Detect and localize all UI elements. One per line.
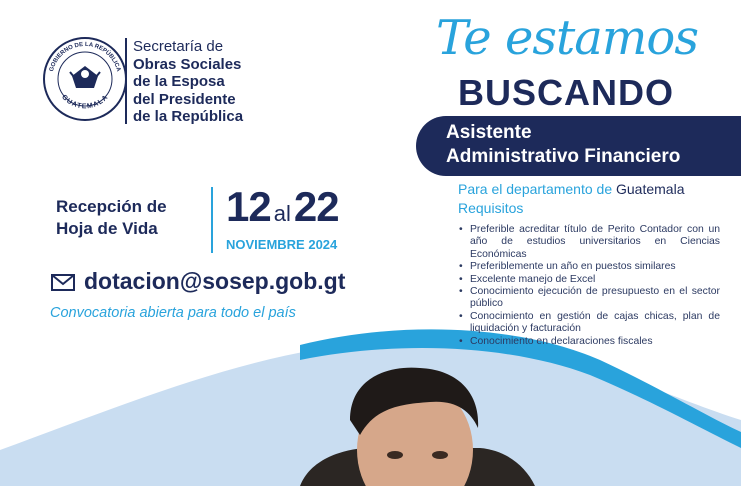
- date-connector: al: [273, 201, 291, 226]
- requirement-item: • Preferiblemente un año en puestos similares: [458, 261, 720, 273]
- department-line: [458, 181, 684, 197]
- date-range: [226, 183, 339, 231]
- job-title-line1: Asistente: [446, 122, 532, 143]
- headline-script: Te estamos: [436, 10, 698, 66]
- headline-bold: BUSCANDO: [458, 72, 675, 113]
- reception-label: [56, 196, 167, 240]
- logo-divider: [125, 38, 127, 124]
- reception-label-line1: Recepción de: [56, 197, 167, 216]
- org-name-line5: de la República: [133, 108, 244, 125]
- requirements-list: [458, 224, 720, 348]
- date-divider: [211, 187, 213, 253]
- org-name-line1: Secretaría de: [133, 38, 224, 55]
- convocatoria-note: Convocatoria abierta para todo el país: [50, 305, 296, 321]
- reception-label-line2: Hoja de Vida: [56, 219, 158, 238]
- seal-emblem-icon: [70, 66, 100, 88]
- org-name-line2: Obras Sociales: [133, 55, 242, 73]
- person-eye-right: [432, 451, 448, 459]
- date-end: 22: [293, 183, 339, 230]
- guatemala-seal-logo: [42, 36, 128, 122]
- requirement-item: • Conocimiento ejecución de presupuesto en el sector público: [458, 286, 720, 311]
- org-name-line4: del Presidente: [133, 90, 236, 108]
- date-month-year: NOVIEMBRE 2024: [226, 237, 338, 252]
- seal-bottom-text: GUATEMALA: [60, 93, 110, 111]
- department-name: Guatemala: [616, 181, 685, 197]
- person-eye-left: [387, 451, 403, 459]
- mail-icon: [51, 274, 75, 291]
- requirements-heading: Requisitos: [458, 200, 524, 216]
- department-prefix: Para el departamento de: [458, 181, 616, 197]
- requirement-item: • Conocimiento en gestión de cajas chicas, plan de liquidación y facturación: [458, 311, 720, 336]
- organization-name: [133, 38, 243, 126]
- org-name-line3: de la Esposa: [133, 73, 225, 90]
- email-address[interactable]: dotacion@sosep.gob.gt: [84, 268, 346, 294]
- date-start: 12: [226, 183, 271, 230]
- requirement-item: • Conocimiento en declaraciones fiscales: [458, 336, 720, 348]
- requirement-item: • Excelente manejo de Excel: [458, 274, 720, 286]
- job-title: [446, 121, 680, 169]
- svg-text:GUATEMALA: [60, 94, 110, 111]
- job-title-line2: Administrativo Financiero: [446, 146, 681, 167]
- requirement-item: • Preferible acreditar título de Perito Contador con un año de estudios universitarios en Ciencias Económicas: [458, 224, 720, 261]
- seal-top-text: GOBIERNO DE LA REPÚBLICA: [48, 41, 122, 73]
